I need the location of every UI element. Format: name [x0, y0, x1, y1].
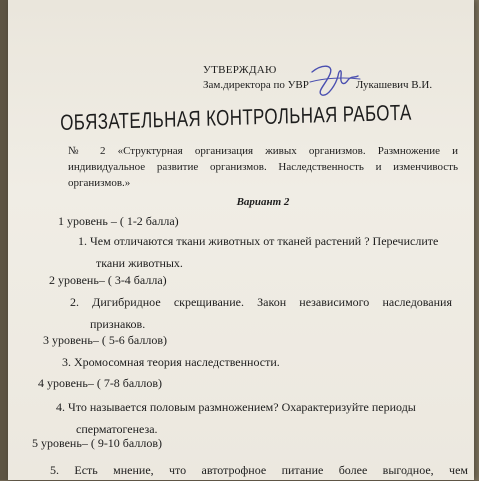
- intro-line: организмов.»: [68, 177, 131, 189]
- level-heading: 3 уровень– ( 5-6 баллов): [43, 333, 167, 347]
- question-text: признаков.: [90, 317, 146, 331]
- intro-line: индивидуальное развитие организмов. Наследственность и изменчивость: [68, 161, 458, 173]
- question-item: [56, 396, 456, 440]
- level-heading: 1 уровень – ( 1-2 балла): [58, 214, 179, 228]
- question-text: 1. Чем отличаются ткани животных от тканей растений ? Перечислите: [78, 234, 439, 248]
- question-text: 4. Что называется половым размножением? Охарактеризуйте периоды: [56, 400, 416, 414]
- question-text: 3. Хромосомная теория наследственности.: [62, 355, 280, 369]
- approver-name: Лукашевич В.И.: [355, 79, 433, 91]
- level-heading: 2 уровень– ( 3-4 балла): [49, 273, 167, 287]
- level-heading: 4 уровень– ( 7-8 баллов): [38, 376, 162, 390]
- question-text: 5. Есть мнение, что автотрофное питание более выгодное, чем: [50, 463, 468, 477]
- question-text: сперматогенеза.: [76, 422, 158, 436]
- question-item: [78, 230, 442, 274]
- document-title: ОБЯЗАТЕЛЬНАЯ КОНТРОЛЬНАЯ РАБОТА: [60, 99, 412, 135]
- approval-label: УТВЕРЖДАЮ: [203, 64, 277, 76]
- question-item: [70, 291, 452, 335]
- intro-line: № 2 «Структурная организация живых организмов. Размножение и: [68, 145, 458, 157]
- level-heading: 5 уровень– ( 9-10 баллов): [32, 436, 162, 450]
- question-item: [50, 459, 468, 481]
- question-item: [62, 351, 442, 373]
- approver-position: Зам.директора по УВР: [203, 79, 309, 91]
- variant-heading: Вариант 2: [236, 196, 290, 208]
- paper-sheet: [8, 0, 474, 480]
- handwritten-signature: [308, 62, 362, 98]
- work-description: [68, 143, 458, 191]
- question-text: ткани животных.: [96, 256, 183, 270]
- question-text: 2. Дигибридное скрещивание. Закон независимого наследования: [70, 295, 452, 309]
